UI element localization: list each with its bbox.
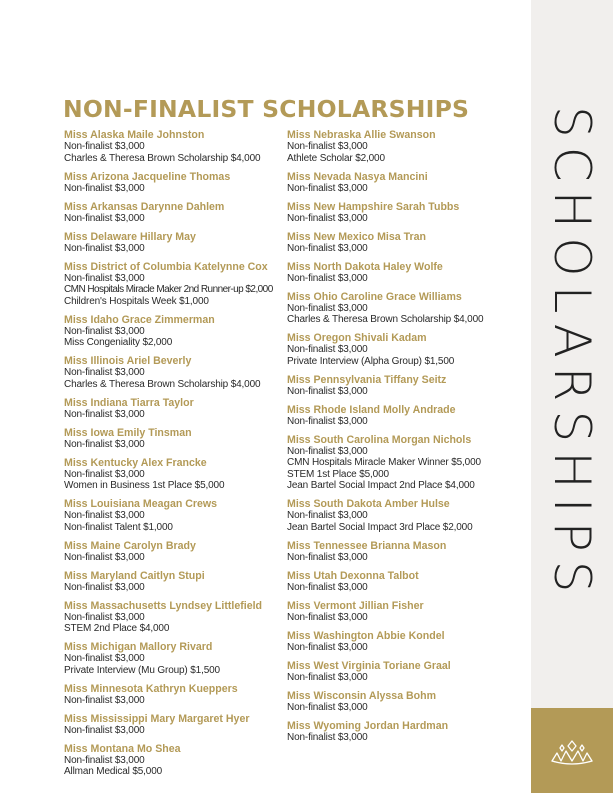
award-line: Non-finalist $3,000 [287,641,368,653]
award-line: Private Interview (Alpha Group) $1,500 [287,355,455,367]
contestant-name: Miss Nevada Nasya Mancini [287,170,428,183]
award-line: Non-finalist $3,000 [64,724,145,736]
contestant-name: Miss Louisiana Meagan Crews [64,498,218,510]
contestant-name: Miss Utah Dexonna Talbot [287,569,419,582]
scholarship-entry [287,498,522,533]
award-line: Non-finalist Talent $1,000 [64,521,173,533]
scholarship-entry [64,600,299,635]
scholarship-entry [64,683,299,707]
contestant-name: Miss New Mexico Misa Tran [287,230,426,243]
award-line: Non-finalist $3,000 [64,581,145,593]
award-line: Non-finalist $3,000 [287,212,368,224]
contestant-name: Miss Washington Abbie Kondel [287,629,445,642]
award-line: Non-finalist $3,000 [287,731,368,743]
award-line: Non-finalist $3,000 [287,611,368,623]
award-line: Non-finalist $3,000 [287,344,368,355]
scholarship-entry [287,291,522,326]
contestant-name: Miss Illinois Ariel Beverly [64,355,192,367]
contestant-name: Miss Minnesota Kathryn Kueppers [64,682,238,695]
scholarship-entry [64,498,299,533]
scholarship-entry [64,201,299,225]
contestant-name: Miss Indiana Tiarra Taylor [64,396,194,409]
scholarship-entry [64,427,299,451]
award-line: Non-finalist $3,000 [64,611,145,623]
scholarship-entry [287,261,522,285]
contestant-name: Miss Oregon Shivali Kadam [287,332,427,344]
award-line: Non-finalist $3,000 [64,438,145,450]
scholarship-entry [64,743,299,778]
award-line: Charles & Theresa Brown Scholarship $4,000 [287,314,484,325]
scholarship-entry [287,332,522,367]
award-line: Women in Business 1st Place $5,000 [64,480,225,491]
award-line: Non-finalist $3,000 [287,510,368,521]
award-line: Non-finalist $3,000 [64,408,145,420]
award-line: Private Interview (Mu Group) $1,500 [64,664,220,676]
award-line: Non-finalist $3,000 [287,415,368,427]
award-line: Non-finalist $3,000 [64,551,145,563]
award-line: Non-finalist $3,000 [287,581,368,593]
scholarship-entry [64,641,299,676]
award-line: Non-finalist $3,000 [287,445,368,457]
award-line: STEM 1st Place $5,000 [287,468,389,480]
award-line: Miss Congeniality $2,000 [64,337,173,348]
award-line: Non-finalist $3,000 [64,754,145,766]
contestant-name: Miss Tennessee Brianna Mason [287,539,447,552]
contestant-name: Miss North Dakota Haley Wolfe [287,260,443,273]
left-column [64,129,299,784]
contestant-name: Miss Alaska Maile Johnston [64,129,205,141]
contestant-name: Miss Wyoming Jordan Hardman [287,719,449,732]
scholarship-entry [64,171,299,195]
scholarship-entry [64,231,299,255]
crown-badge [531,708,613,793]
contestant-name: Miss Massachusetts Lyndsey Littlefield [64,599,263,612]
contestant-name: Miss Kentucky Alex Francke [64,456,207,469]
scholarship-entry [64,570,299,594]
contestant-name: Miss Idaho Grace Zimmerman [64,313,215,326]
contestant-name: Miss Pennsylvania Tiffany Seitz [287,373,447,386]
contestant-name: Miss Wisconsin Alyssa Bohm [287,689,437,702]
scholarship-entry [64,397,299,421]
award-line: STEM 2nd Place $4,000 [64,623,170,634]
scholarship-entry [287,171,522,195]
scholarship-entry [287,720,522,744]
contestant-name: Miss Arkansas Darynne Dahlem [64,200,225,213]
contestant-name: Miss Maryland Caitlyn Stupi [64,569,205,582]
contestant-name: Miss New Hampshire Sarah Tubbs [287,200,460,213]
scholarship-entry [64,713,299,737]
award-line: Non-finalist $3,000 [64,510,145,521]
right-column [287,129,522,750]
award-line: Non-finalist $3,000 [287,242,368,254]
award-line: Jean Bartel Social Impact 2nd Place $4,000 [287,480,475,491]
award-line: Charles & Theresa Brown Scholarship $4,000 [64,378,261,390]
award-line: Non-finalist $3,000 [64,367,145,378]
contestant-name: Miss Vermont Jillian Fisher [287,599,424,612]
award-line: Non-finalist $3,000 [287,182,368,194]
side-title-text: SCHOLARSHIPS [543,106,601,602]
contestant-name: Miss Delaware Hillary May [64,230,196,243]
scholarship-entry [64,540,299,564]
award-line: Non-finalist $3,000 [287,141,368,152]
scholarship-entry [287,434,522,492]
contestant-name: Miss South Carolina Morgan Nichols [287,433,472,446]
award-line: Non-finalist $3,000 [287,385,368,397]
award-line: CMN Hospitals Miracle Maker 2nd Runner-up $2,000 [64,284,273,295]
scholarship-entry [64,457,299,492]
scholarship-entry [287,404,522,428]
award-line: Non-finalist $3,000 [64,325,145,337]
scholarship-entry [287,690,522,714]
award-line: Non-finalist $3,000 [64,182,145,194]
award-line: Children's Hospitals Week $1,000 [64,295,209,307]
award-line: Non-finalist $3,000 [287,272,368,284]
side-title [531,0,613,708]
scholarship-entry [287,600,522,624]
scholarship-entry [287,570,522,594]
scholarship-entry [287,129,522,164]
contestant-name: Miss Montana Mo Shea [64,742,181,755]
award-line: Jean Bartel Social Impact 3rd Place $2,000 [287,521,473,533]
contestant-name: Miss Maine Carolyn Brady [64,539,196,552]
contestant-name: Miss Nebraska Allie Swanson [287,129,436,141]
award-line: Non-finalist $3,000 [64,242,145,254]
scholarship-entry [287,231,522,255]
scholarship-entry [287,660,522,684]
award-line: Non-finalist $3,000 [64,653,145,664]
award-line: Non-finalist $3,000 [64,272,145,284]
award-line: Athlete Scholar $2,000 [287,152,385,164]
contestant-name: Miss Mississippi Mary Margaret Hyer [64,712,250,725]
contestant-name: Miss District of Columbia Katelynne Cox [64,260,268,273]
scholarship-entry [287,630,522,654]
award-line: Non-finalist $3,000 [287,551,368,563]
award-line: Non-finalist $3,000 [64,141,145,152]
scholarship-entry [64,355,299,390]
award-line: Non-finalist $3,000 [64,694,145,706]
scholarship-entry [287,201,522,225]
award-line: Non-finalist $3,000 [287,302,368,314]
contestant-name: Miss Rhode Island Molly Andrade [287,403,456,416]
award-line: Allman Medical $5,000 [64,766,163,777]
scholarship-entry [287,374,522,398]
contestant-name: Miss South Dakota Amber Hulse [287,498,450,510]
contestant-name: Miss West Virginia Toriane Graal [287,659,451,672]
scholarship-entry [64,129,299,164]
contestant-name: Miss Iowa Emily Tinsman [64,426,192,439]
contestant-name: Miss Ohio Caroline Grace Williams [287,290,462,303]
award-line: CMN Hospitals Miracle Maker Winner $5,000 [287,457,481,468]
scholarship-entry [64,261,299,308]
award-line: Non-finalist $3,000 [64,468,145,480]
award-line: Non-finalist $3,000 [287,701,368,713]
award-line: Non-finalist $3,000 [287,671,368,683]
crown-icon [549,733,595,769]
scholarship-entry [64,314,299,349]
page-title: NON-FINALIST SCHOLARSHIPS [63,95,470,123]
contestant-name: Miss Michigan Mallory Rivard [64,641,213,653]
award-line: Non-finalist $3,000 [64,212,145,224]
contestant-name: Miss Arizona Jacqueline Thomas [64,170,231,183]
scholarship-entry [287,540,522,564]
award-line: Charles & Theresa Brown Scholarship $4,000 [64,152,261,164]
